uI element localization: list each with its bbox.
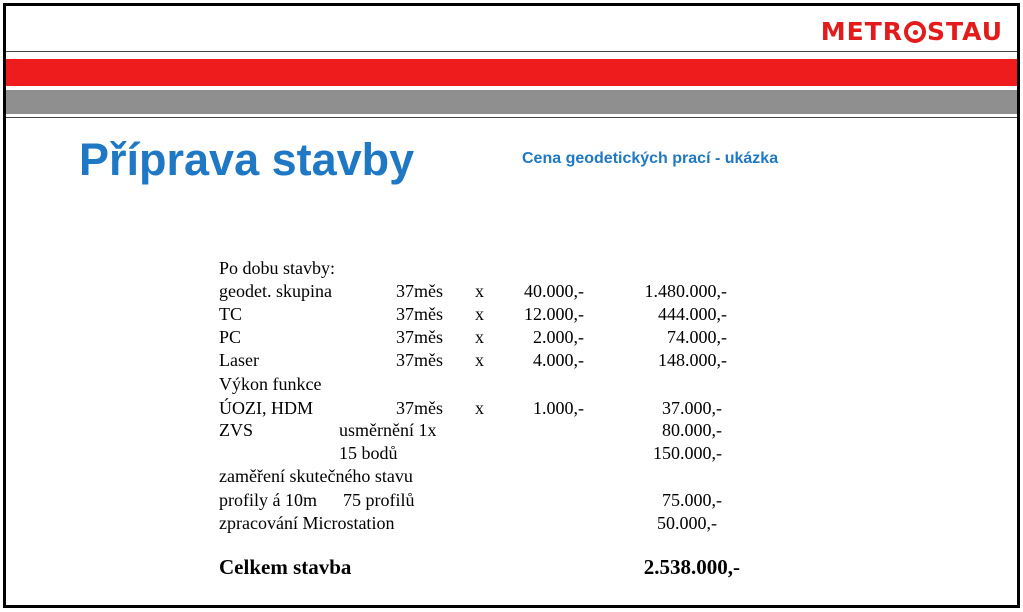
slide <box>3 3 1020 608</box>
table-row <box>6 348 1017 372</box>
row-total: 148.000,- <box>658 350 727 370</box>
logo-text-right: STAU <box>927 17 1003 46</box>
row-label: Laser <box>219 350 259 370</box>
row-total: 150.000,- <box>653 443 722 463</box>
row-qty: 37měs <box>396 281 443 301</box>
row-multiply: x <box>475 327 484 347</box>
table-row <box>6 279 1017 303</box>
row-label: geodet. skupina <box>219 281 332 301</box>
grand-total-label: Celkem stavba <box>219 555 352 579</box>
row-sublabel: 75 profilů <box>343 490 415 510</box>
row-multiply: x <box>475 350 484 370</box>
table-row <box>6 418 1017 442</box>
row-total: 1.480.000,- <box>644 281 727 301</box>
logo-text-left: METR <box>820 17 903 46</box>
row-total: 80.000,- <box>662 420 722 440</box>
row-label: profily á 10m <box>219 490 317 510</box>
row-sublabel: 15 bodů <box>339 443 398 463</box>
row-qty: 37měs <box>396 350 443 370</box>
table-row <box>6 325 1017 349</box>
row-rate: 4.000,- <box>533 350 584 370</box>
table-row <box>6 396 1017 420</box>
metrostav-logo <box>821 18 1003 46</box>
row-rate: 12.000,- <box>524 304 584 324</box>
row-multiply: x <box>475 281 484 301</box>
row-total: 75.000,- <box>662 490 722 510</box>
row-rate: 1.000,- <box>533 398 584 418</box>
logo-ring-icon <box>904 21 926 43</box>
row-label: Po dobu stavby: <box>219 258 336 278</box>
row-label: PC <box>219 327 242 347</box>
row-total: 50.000,- <box>657 513 717 533</box>
table-row <box>6 464 1017 488</box>
row-label: TC <box>219 304 243 324</box>
row-total: 444.000,- <box>658 304 727 324</box>
row-label: zpracování Microstation <box>219 513 395 533</box>
row-multiply: x <box>475 304 484 324</box>
table-row <box>6 441 1017 465</box>
row-qty: 37měs <box>396 327 443 347</box>
header-band-red <box>6 59 1017 86</box>
row-qty: 37měs <box>396 304 443 324</box>
row-label: ZVS <box>219 420 254 440</box>
header-rule-top <box>6 51 1017 52</box>
row-rate: 40.000,- <box>524 281 584 301</box>
table-row <box>6 256 1017 280</box>
row-multiply: x <box>475 398 484 418</box>
grand-total-value: 2.538.000,- <box>643 555 740 579</box>
table-row <box>6 302 1017 326</box>
page-subtitle: Cena geodetických prací - ukázka <box>522 150 779 167</box>
header-rule-bottom <box>6 117 1017 118</box>
table-row <box>6 372 1017 396</box>
table-row <box>6 511 1017 535</box>
row-sublabel: usměrnění 1x <box>339 420 437 440</box>
row-rate: 2.000,- <box>533 327 584 347</box>
row-label: zaměření skutečného stavu <box>219 466 413 486</box>
header-band-gray <box>6 90 1017 114</box>
table-row <box>6 488 1017 512</box>
row-total: 74.000,- <box>667 327 727 347</box>
row-label: Výkon funkce <box>219 374 322 394</box>
grand-total-row <box>6 555 1017 583</box>
row-label: ÚOZI, HDM <box>219 398 313 418</box>
row-total: 37.000,- <box>662 398 722 418</box>
row-qty: 37měs <box>396 398 443 418</box>
page-title: Příprava stavby <box>79 134 415 185</box>
